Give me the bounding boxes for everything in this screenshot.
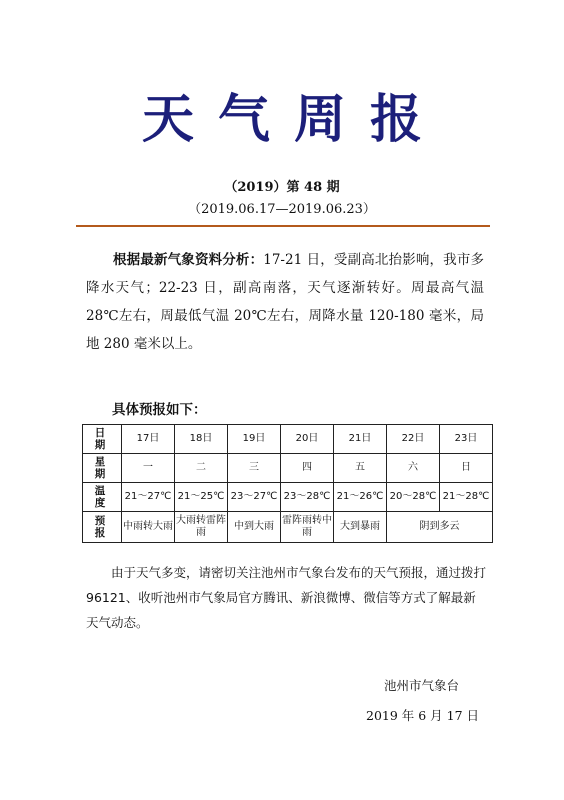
row-label-forecast: 预 报 xyxy=(83,512,122,543)
temperature-cell: 20～28℃ xyxy=(387,483,440,512)
table-row-dates xyxy=(83,425,493,454)
temperature-cell: 21～28℃ xyxy=(440,483,493,512)
weekday-cell: 二 xyxy=(175,454,228,483)
temperature-cell: 23～28℃ xyxy=(281,483,334,512)
table-row-forecast xyxy=(83,512,493,543)
table-row-temperature xyxy=(83,483,493,512)
summary-body: 17-21 日，受副高北抬影响，我市多降水天气；22-23 日，副高南落，天气逐渐转好。周最高气温 28℃左右，周最低气温 20℃左右，周降水量 120-180 毫米，局地 280 毫米以上。 xyxy=(86,252,484,352)
summary-paragraph xyxy=(86,246,484,358)
weather-cell: 大到暴雨 xyxy=(334,512,387,543)
row-label-date: 日 期 xyxy=(83,425,122,454)
date-cell: 23日 xyxy=(440,425,493,454)
temperature-cell: 23～27℃ xyxy=(228,483,281,512)
weather-cell: 中雨转大雨 xyxy=(122,512,175,543)
table-row-weekdays xyxy=(83,454,493,483)
weekday-cell: 三 xyxy=(228,454,281,483)
issuer-signature: 池州市气象台 xyxy=(384,678,460,693)
date-cell: 21日 xyxy=(334,425,387,454)
issue-number: （2019）第 48 期 xyxy=(224,180,340,195)
weekday-cell: 六 xyxy=(387,454,440,483)
temperature-cell: 21～26℃ xyxy=(334,483,387,512)
date-cell: 18日 xyxy=(175,425,228,454)
row-label-weekday: 星 期 xyxy=(83,454,122,483)
weekday-cell: 四 xyxy=(281,454,334,483)
date-cell: 22日 xyxy=(387,425,440,454)
forecast-table xyxy=(82,424,493,543)
date-cell: 17日 xyxy=(122,425,175,454)
notice-paragraph: 由于天气多变，请密切关注池州市气象台发布的天气预报，通过拨打96121、收听池州市气象局官方腾讯、新浪微博、微信等方式了解最新天气动态。 xyxy=(86,565,487,630)
weather-cell: 中到大雨 xyxy=(228,512,281,543)
weather-cell-merged: 阴到多云 xyxy=(387,512,493,543)
page-title: 天气周报 xyxy=(141,90,446,150)
row-label-temperature: 温 度 xyxy=(83,483,122,512)
weekday-cell: 日 xyxy=(440,454,493,483)
temperature-cell: 21～25℃ xyxy=(175,483,228,512)
forecast-heading: 具体预报如下： xyxy=(112,402,207,418)
weekday-cell: 五 xyxy=(334,454,387,483)
header-divider xyxy=(76,225,490,227)
weather-cell: 大雨转雷阵雨 xyxy=(175,512,228,543)
date-range: （2019.06.17—2019.06.23） xyxy=(188,202,376,217)
summary-lead: 根据最新气象资料分析： xyxy=(113,252,264,268)
issue-date: 2019 年 6 月 17 日 xyxy=(366,708,480,723)
date-cell: 20日 xyxy=(281,425,334,454)
temperature-cell: 21～27℃ xyxy=(122,483,175,512)
weekday-cell: 一 xyxy=(122,454,175,483)
date-cell: 19日 xyxy=(228,425,281,454)
weather-cell: 雷阵雨转中雨 xyxy=(281,512,334,543)
